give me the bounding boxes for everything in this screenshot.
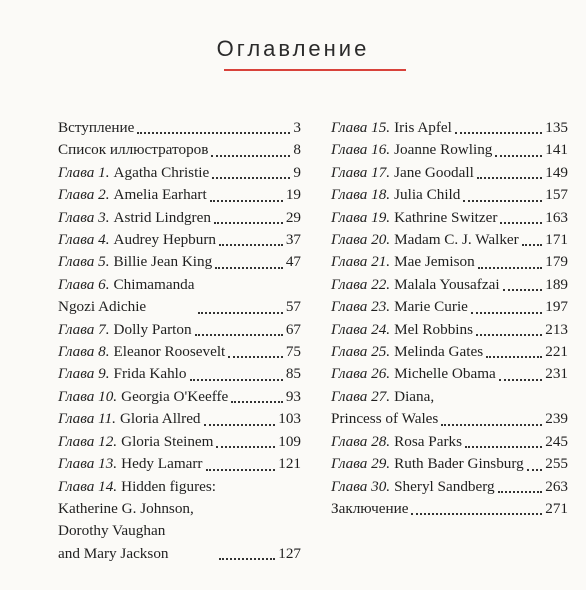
chapter-number: Глава 7. bbox=[58, 320, 110, 338]
chapter-title: Вступление bbox=[58, 119, 135, 136]
toc-entry-label bbox=[58, 207, 211, 229]
toc-left-column bbox=[58, 117, 301, 565]
chapter-number: Глава 10. bbox=[58, 387, 118, 405]
page-number: 141 bbox=[545, 141, 568, 159]
page-number: 271 bbox=[545, 499, 568, 517]
toc-entry-label bbox=[331, 363, 496, 385]
chapter-title: Ruth Bader Ginsburg bbox=[394, 455, 524, 473]
dot-leader bbox=[210, 199, 283, 202]
toc-entry-label bbox=[58, 431, 213, 453]
chapter-number: Глава 1. bbox=[58, 163, 110, 181]
chapter-number: Глава 13. bbox=[58, 455, 118, 473]
dot-leader bbox=[455, 131, 542, 134]
chapter-number: Глава 19. bbox=[331, 208, 391, 226]
dot-leader bbox=[503, 288, 543, 291]
toc-entry bbox=[58, 184, 301, 206]
chapter-title: Jane Goodall bbox=[394, 163, 474, 181]
page-number: 29 bbox=[285, 208, 301, 226]
chapter-number: Глава 9. bbox=[58, 365, 110, 383]
chapter-number: Глава 18. bbox=[331, 186, 391, 204]
chapter-title: Agatha Christie bbox=[113, 163, 210, 181]
chapter-number: Глава 23. bbox=[331, 298, 391, 316]
chapter-number: Глава 29. bbox=[331, 455, 391, 473]
toc-entry bbox=[331, 251, 568, 273]
page-title: Оглавление bbox=[216, 36, 370, 61]
chapter-title: Rosa Parks bbox=[394, 432, 463, 450]
chapter-number: Глава 22. bbox=[331, 275, 391, 293]
toc-entry bbox=[331, 117, 568, 139]
toc-entry-label bbox=[58, 363, 187, 385]
toc-entry-label bbox=[58, 341, 225, 363]
chapter-number: Глава 28. bbox=[331, 432, 391, 450]
dot-leader bbox=[204, 423, 276, 426]
page-number: 9 bbox=[293, 163, 301, 181]
chapter-number: Глава 11. bbox=[58, 410, 116, 428]
chapter-number: Глава 24. bbox=[331, 320, 391, 338]
dot-leader bbox=[219, 557, 275, 560]
chapter-title: Madam C. J. Walker bbox=[394, 231, 519, 249]
chapter-number: Глава 4. bbox=[58, 231, 110, 249]
dot-leader bbox=[212, 176, 290, 179]
toc-entry bbox=[58, 431, 301, 453]
chapter-title: Frida Kahlo bbox=[113, 365, 187, 383]
page-number: 157 bbox=[545, 186, 568, 204]
dot-leader bbox=[206, 468, 276, 471]
dot-leader bbox=[231, 400, 283, 403]
page-number: 231 bbox=[545, 365, 568, 383]
dot-leader bbox=[441, 423, 542, 426]
dot-leader bbox=[211, 154, 290, 157]
page-number: 127 bbox=[278, 544, 301, 562]
toc-entry bbox=[331, 453, 568, 475]
page-number: 179 bbox=[545, 253, 568, 271]
toc-entry-label bbox=[331, 296, 468, 318]
chapter-number: Глава 26. bbox=[331, 365, 391, 383]
toc-entry bbox=[331, 431, 568, 453]
dot-leader bbox=[214, 221, 283, 224]
toc-entry-label bbox=[331, 251, 475, 273]
toc-entry-label bbox=[58, 251, 212, 273]
chapter-number: Глава 20. bbox=[331, 231, 391, 249]
toc-entry-label bbox=[331, 476, 495, 498]
toc-entry bbox=[58, 229, 301, 251]
chapter-title: Melinda Gates bbox=[394, 343, 484, 361]
toc-entry bbox=[58, 207, 301, 229]
chapter-title: Chimamanda Ngozi Adichie bbox=[58, 275, 195, 316]
chapter-number: Глава 30. bbox=[331, 477, 391, 495]
toc-entry bbox=[331, 319, 568, 341]
page-number: 135 bbox=[545, 119, 568, 136]
chapter-number: Глава 16. bbox=[331, 141, 391, 159]
page-number: 8 bbox=[293, 141, 301, 159]
toc-right-column bbox=[331, 117, 568, 520]
dot-leader bbox=[219, 243, 283, 246]
dot-leader bbox=[190, 378, 283, 381]
toc-entry-label bbox=[331, 162, 474, 184]
toc-entry-label bbox=[58, 229, 216, 251]
toc-entry-label bbox=[331, 498, 408, 520]
dot-leader bbox=[198, 311, 283, 314]
chapter-number: Глава 15. bbox=[331, 119, 391, 136]
toc-entry-label bbox=[58, 453, 203, 475]
toc-entry-label bbox=[58, 117, 134, 139]
page-number: 255 bbox=[545, 455, 568, 473]
page-number: 213 bbox=[545, 320, 568, 338]
toc-entry-label bbox=[331, 117, 452, 139]
chapter-title: Sheryl Sandberg bbox=[394, 477, 495, 495]
chapter-title: Georgia O'Keeffe bbox=[121, 387, 229, 405]
page-number: 149 bbox=[545, 163, 568, 181]
dot-leader bbox=[476, 333, 542, 336]
title-underline bbox=[224, 69, 406, 71]
toc-entry bbox=[331, 476, 568, 498]
toc-entry-label bbox=[58, 386, 228, 408]
page-number: 221 bbox=[545, 343, 568, 361]
chapter-number: Глава 2. bbox=[58, 186, 110, 204]
toc-entry-label bbox=[331, 139, 492, 161]
dot-leader bbox=[465, 445, 542, 448]
chapter-number: Глава 12. bbox=[58, 432, 118, 450]
page-number: 239 bbox=[545, 410, 568, 428]
chapter-number: Глава 21. bbox=[331, 253, 391, 271]
toc-entry-label bbox=[58, 274, 195, 319]
chapter-number: Глава 6. bbox=[58, 275, 110, 293]
toc-entry-label bbox=[331, 184, 460, 206]
page-number: 103 bbox=[278, 410, 301, 428]
toc-entry bbox=[331, 341, 568, 363]
chapter-title: Marie Curie bbox=[394, 298, 468, 316]
chapter-title: Joanne Rowling bbox=[394, 141, 493, 159]
dot-leader bbox=[477, 176, 542, 179]
dot-leader bbox=[195, 333, 283, 336]
toc-entry-label bbox=[331, 341, 483, 363]
toc-entry bbox=[58, 162, 301, 184]
toc-entry-label bbox=[331, 431, 462, 453]
toc-entry bbox=[58, 476, 301, 566]
chapter-number: Глава 17. bbox=[331, 163, 391, 181]
chapter-title: Mae Jemison bbox=[394, 253, 475, 271]
dot-leader bbox=[216, 445, 275, 448]
toc-entry-label bbox=[58, 476, 216, 566]
chapter-title: Amelia Earhart bbox=[113, 186, 207, 204]
chapter-title: Julia Child bbox=[394, 186, 461, 204]
toc-entry-label bbox=[331, 274, 500, 296]
toc-entry-label bbox=[331, 453, 524, 475]
page-number: 163 bbox=[545, 208, 568, 226]
page-number: 37 bbox=[285, 231, 301, 249]
page-number: 263 bbox=[545, 477, 568, 495]
dot-leader bbox=[495, 154, 542, 157]
toc-entry bbox=[58, 117, 301, 139]
chapter-title: Michelle Obama bbox=[394, 365, 496, 383]
dot-leader bbox=[478, 266, 543, 269]
dot-leader bbox=[228, 355, 283, 358]
toc-entry bbox=[331, 184, 568, 206]
toc-entry bbox=[331, 363, 568, 385]
toc-entry bbox=[331, 162, 568, 184]
toc-entry bbox=[58, 453, 301, 475]
page-number: 75 bbox=[285, 343, 301, 361]
toc-entry bbox=[331, 498, 568, 520]
chapter-title: Заключение bbox=[331, 499, 409, 517]
chapter-title: Gloria Steinem bbox=[121, 432, 214, 450]
toc-entry bbox=[58, 274, 301, 319]
dot-leader bbox=[499, 378, 542, 381]
toc-entry bbox=[58, 251, 301, 273]
toc-entry bbox=[331, 296, 568, 318]
chapter-number: Глава 8. bbox=[58, 343, 110, 361]
dot-leader bbox=[215, 266, 283, 269]
dot-leader bbox=[500, 221, 542, 224]
chapter-number: Глава 25. bbox=[331, 343, 391, 361]
toc-entry bbox=[58, 139, 301, 161]
toc-entry bbox=[331, 207, 568, 229]
page-number: 3 bbox=[293, 119, 301, 136]
toc-entry bbox=[58, 341, 301, 363]
chapter-number: Глава 5. bbox=[58, 253, 110, 271]
toc-entry bbox=[331, 139, 568, 161]
chapter-title: Dolly Parton bbox=[113, 320, 192, 338]
page-number: 245 bbox=[545, 432, 568, 450]
page-number: 57 bbox=[285, 298, 301, 316]
chapter-title: Audrey Hepburn bbox=[113, 231, 217, 249]
dot-leader bbox=[471, 311, 542, 314]
toc-entry-label bbox=[331, 319, 473, 341]
dot-leader bbox=[498, 490, 543, 493]
dot-leader bbox=[522, 243, 542, 246]
page-number: 67 bbox=[285, 320, 301, 338]
dot-leader bbox=[486, 355, 542, 358]
toc-entry-label bbox=[331, 207, 497, 229]
dot-leader bbox=[463, 199, 542, 202]
toc-entry bbox=[58, 386, 301, 408]
page-number: 109 bbox=[278, 432, 301, 450]
toc-entry-label bbox=[58, 184, 207, 206]
chapter-title: Mel Robbins bbox=[394, 320, 474, 338]
toc-entry-label bbox=[58, 319, 192, 341]
chapter-title: Iris Apfel bbox=[394, 119, 452, 136]
toc-entry-label bbox=[58, 408, 201, 430]
chapter-title: Eleanor Roosevelt bbox=[113, 343, 226, 361]
dot-leader bbox=[137, 131, 290, 134]
page-number: 171 bbox=[545, 231, 568, 249]
page-number: 19 bbox=[285, 186, 301, 204]
chapter-title: Astrid Lindgren bbox=[113, 208, 211, 226]
page-number: 197 bbox=[545, 298, 568, 316]
chapter-title: Gloria Allred bbox=[119, 410, 201, 428]
page-number: 93 bbox=[285, 387, 301, 405]
page-number: 47 bbox=[285, 253, 301, 271]
chapter-title: Billie Jean King bbox=[113, 253, 213, 271]
chapter-title: Malala Yousafzai bbox=[394, 275, 500, 293]
chapter-number: Глава 14. bbox=[58, 477, 118, 495]
toc-entry bbox=[331, 274, 568, 296]
chapter-title: Kathrine Switzer bbox=[394, 208, 498, 226]
toc-entry bbox=[58, 319, 301, 341]
toc-entry-label bbox=[58, 162, 209, 184]
toc-entry-label bbox=[331, 386, 438, 431]
chapter-number: Глава 27. bbox=[331, 387, 391, 405]
toc-entry bbox=[58, 363, 301, 385]
toc-entry-label bbox=[58, 139, 208, 161]
toc-entry-label bbox=[331, 229, 519, 251]
page-number: 85 bbox=[285, 365, 301, 383]
page-number: 189 bbox=[545, 275, 568, 293]
dot-leader bbox=[527, 468, 542, 471]
toc-entry bbox=[331, 386, 568, 431]
chapter-title: Diana, Princess of Wales bbox=[331, 387, 439, 428]
toc-entry bbox=[58, 408, 301, 430]
chapter-title: Hidden figures: Katherine G. Johnson, Dorothy Vaughan and Mary Jackson bbox=[58, 477, 217, 562]
chapter-title: Список иллюстраторов bbox=[58, 141, 209, 159]
page-number: 121 bbox=[278, 455, 301, 473]
dot-leader bbox=[411, 512, 542, 515]
chapter-title: Hedy Lamarr bbox=[121, 455, 203, 473]
toc-entry bbox=[331, 229, 568, 251]
chapter-number: Глава 3. bbox=[58, 208, 110, 226]
